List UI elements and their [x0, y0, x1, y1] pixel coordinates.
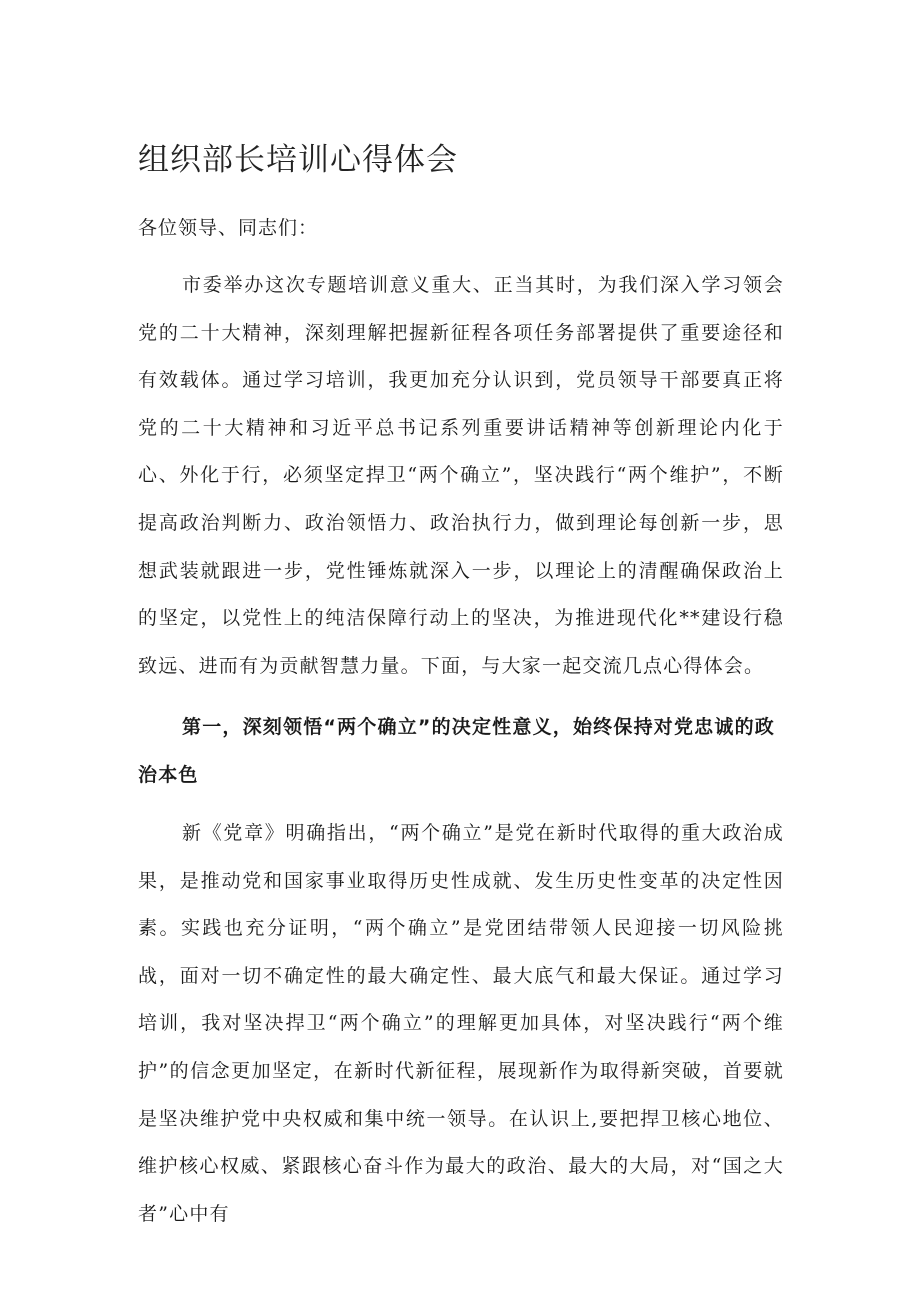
- document-title: 组织部长培训心得体会: [138, 142, 458, 178]
- section-heading-1: 第一，深刻领悟“两个确立”的决定性意义，始终保持对党忠诚的政治本色: [138, 716, 775, 786]
- section-paragraph-1: 新《党章》明确指出，“两个确立”是党在新时代取得的重大政治成果，是推动党和国家事业取得历史性成就、发生历史性变革的决定性因素。实践也充分证明，“两个确立”是党团结带领人民迎接一切风险挑战，面对一切不确定性的最大确定性、最大底气和最大保证。通过学习培训，我对坚决捍卫“两个确立”的理解更加具体，对坚决践行“两个维护”的信念更加坚定，在新时代新征程，展现新作为取得新突破，首要就是坚决维护党中央权威和集中统一领导。在认识上,要把捍卫核心地位、维护核心权威、紧跟核心奋斗作为最大的政治、最大的大局，对“国之大者”心中有: [138, 822, 784, 1225]
- salutation: 各位领导、同志们：: [138, 217, 319, 239]
- intro-paragraph: 市委举办这次专题培训意义重大、正当其时，为我们深入学习领会党的二十大精神，深刻理解把握新征程各项任务部署提供了重要途径和有效载体。通过学习培训，我更加充分认识到，党员领导干部要真正将党的二十大精神和习近平总书记系列重要讲话精神等创新理论内化于心、外化于行，必须坚定捍卫“两个确立”，坚决践行“两个维护”，不断提高政治判断力、政治领悟力、政治执行力，做到理论每创新一步，思想武装就跟进一步，党性锤炼就深入一步，以理论上的清醒确保政治上的坚定，以党性上的纯洁保障行动上的坚决，为推进现代化**建设行稳致远、进而有为贡献智慧力量。下面，与大家一起交流几点心得体会。: [138, 274, 784, 677]
